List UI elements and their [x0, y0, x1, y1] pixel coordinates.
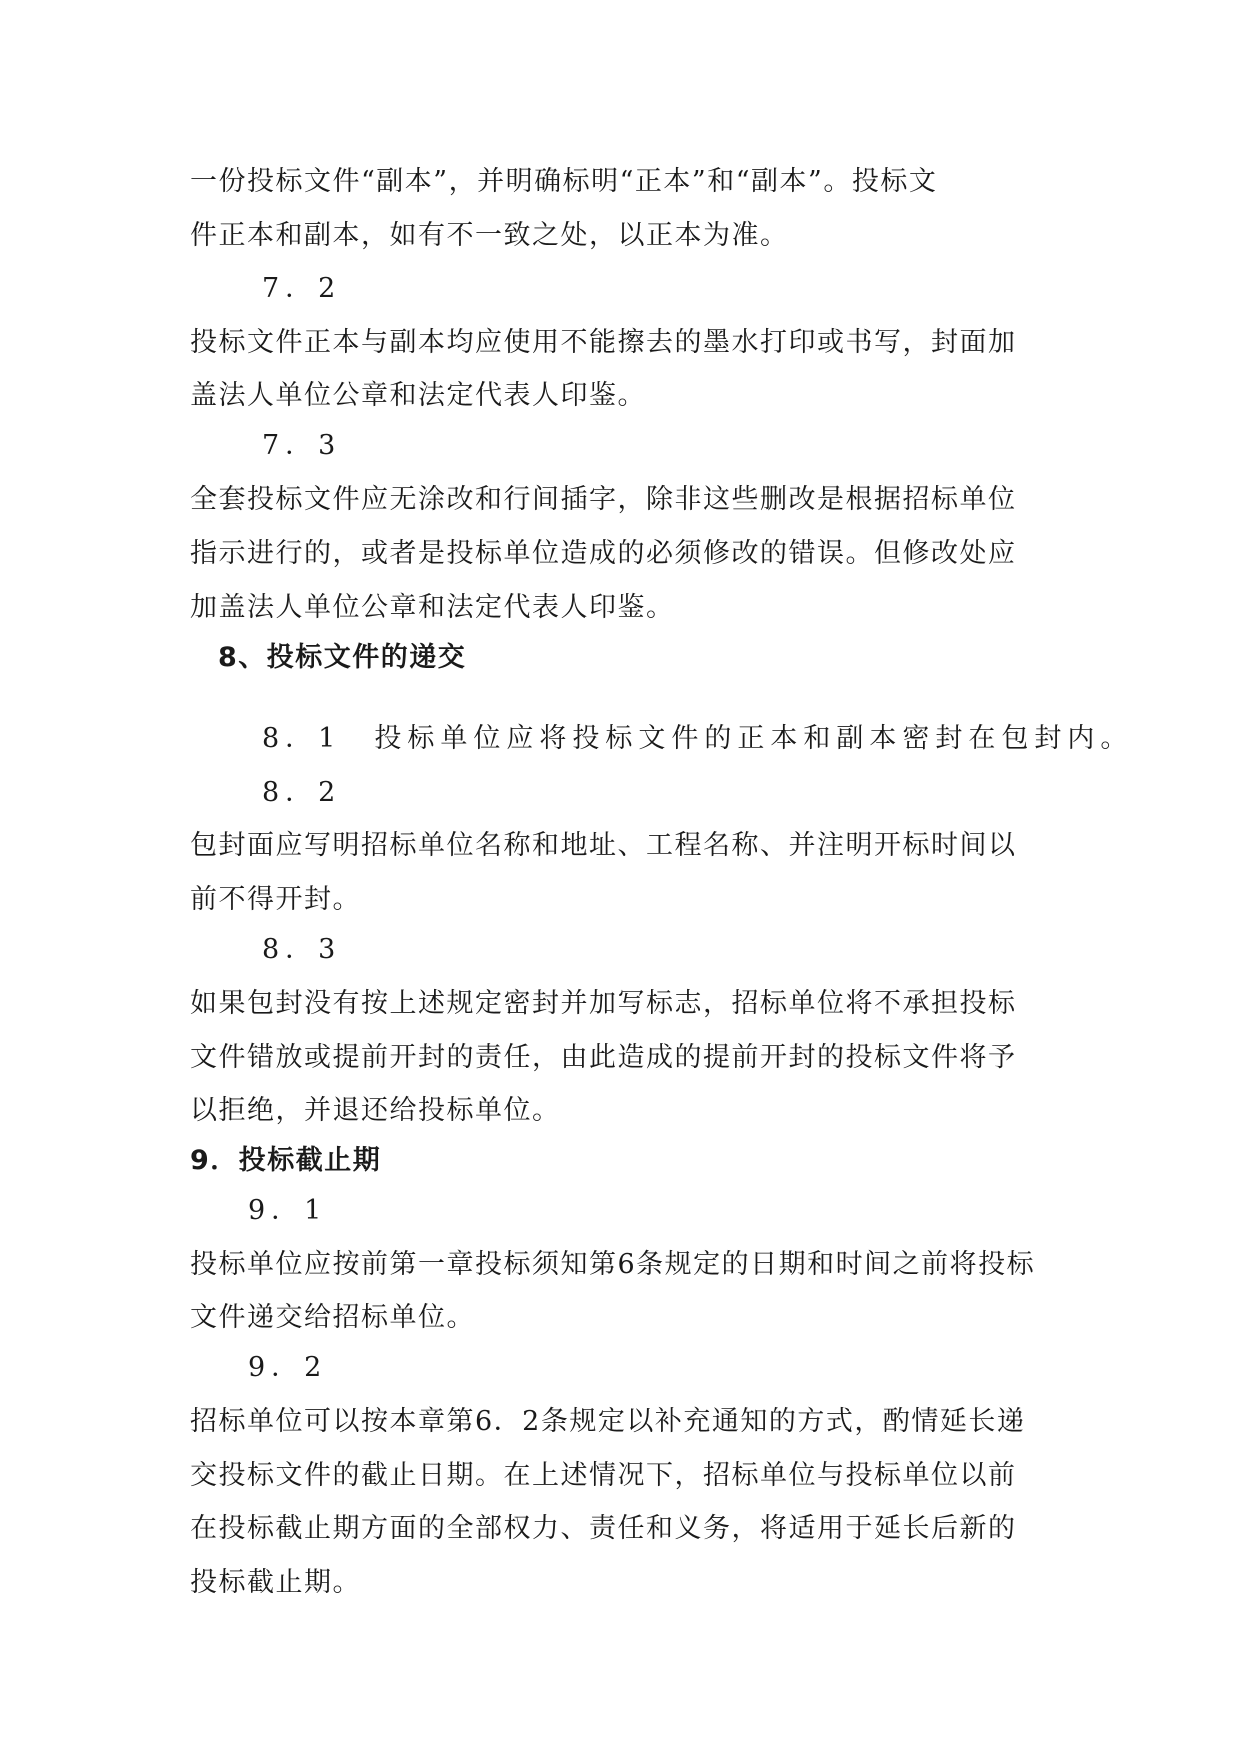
section-heading: 8、投标文件的递交 [218, 642, 467, 673]
paragraph-line: 文件错放或提前开封的责任，由此造成的提前开封的投标文件将予 [190, 1042, 1017, 1073]
paragraph-line: 交投标文件的截止日期。在上述情况下，招标单位与投标单位以前 [190, 1460, 1017, 1491]
paragraph-line: 加盖法人单位公章和法定代表人印鉴。 [190, 592, 675, 623]
clause-line: 8．1 投标单位应将投标文件的正本和副本密封在包封内。 [262, 723, 1134, 754]
paragraph-line: 招标单位可以按本章第6．2条规定以补充通知的方式，酌情延长递 [190, 1406, 1026, 1437]
paragraph-line: 如果包封没有按上述规定密封并加写标志，招标单位将不承担投标 [190, 988, 1017, 1019]
clause-number: 7．3 [262, 430, 342, 461]
paragraph-line: 在投标截止期方面的全部权力、责任和义务，将适用于延长后新的 [190, 1513, 1017, 1544]
clause-number: 9．1 [248, 1195, 328, 1226]
paragraph-line: 以拒绝，并退还给投标单位。 [190, 1095, 561, 1126]
paragraph-line: 前不得开封。 [190, 884, 361, 915]
clause-number: 7．2 [262, 273, 342, 304]
clause-number: 9．2 [248, 1352, 328, 1383]
paragraph-line: 件正本和副本，如有不一致之处，以正本为准。 [190, 220, 789, 251]
paragraph-line: 文件递交给招标单位。 [190, 1302, 475, 1333]
paragraph-line: 投标文件正本与副本均应使用不能擦去的墨水打印或书写，封面加 [190, 327, 1017, 358]
clause-number: 8．3 [262, 934, 342, 965]
clause-number: 8．2 [262, 777, 342, 808]
paragraph-line: 投标单位应按前第一章投标须知第6条规定的日期和时间之前将投标 [190, 1249, 1036, 1280]
paragraph-line: 指示进行的，或者是投标单位造成的必须修改的错误。但修改处应 [190, 538, 1017, 569]
paragraph-line: 包封面应写明招标单位名称和地址、工程名称、并注明开标时间以 [190, 830, 1017, 861]
section-heading: 9．投标截止期 [190, 1145, 382, 1176]
paragraph-line: 投标截止期。 [190, 1567, 361, 1598]
paragraph-line: 盖法人单位公章和法定代表人印鉴。 [190, 380, 646, 411]
paragraph-line: 一份投标文件“副本”，并明确标明“正本”和“副本”。投标文 [190, 166, 938, 197]
paragraph-line: 全套投标文件应无涂改和行间插字，除非这些删改是根据招标单位 [190, 484, 1017, 515]
